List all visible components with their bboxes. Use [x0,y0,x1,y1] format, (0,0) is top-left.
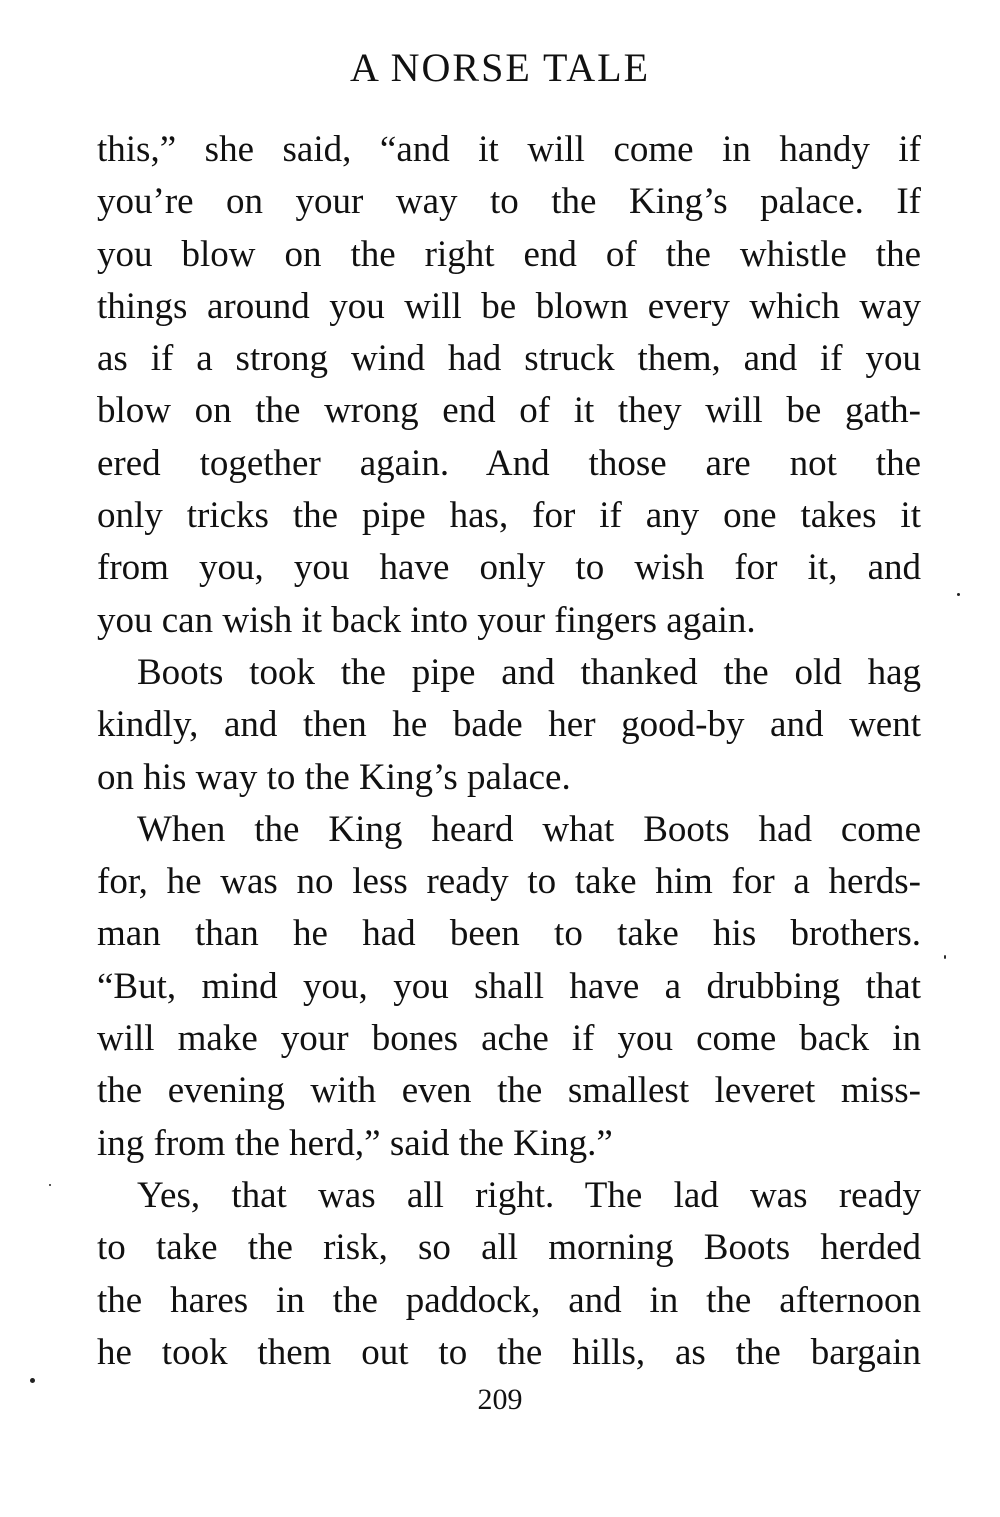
text-line: man than he had been to take his brothers. [97,913,921,955]
text-line: you can wish it back into your fingers again. [97,599,756,641]
ink-speck [30,1378,35,1383]
text-line: blow on the wrong end of it they will be gath- [97,390,921,432]
text-line: this,” she said, “and it will come in handy if [97,129,921,170]
text-line: the evening with even the smallest leveret miss- [97,1070,921,1112]
text-line: things around you will be blown every which way [97,285,921,327]
text-line: for, he was no less ready to take him for a herds- [97,861,921,903]
text-line: to take the risk, so all morning Boots herded [97,1227,921,1269]
text-line: he took them out to the hills, as the bargain [97,1331,921,1373]
paragraph-first-line: Boots took the pipe and thanked the old hag [137,651,921,693]
text-line: as if a strong wind had struck them, and if you [97,338,921,380]
ink-speck [957,593,960,596]
text-line: from you, you have only to wish for it, and [97,547,921,589]
paragraph-first-line: When the King heard what Boots had come [137,808,921,850]
text-line: ing from the herd,” said the King.” [97,1122,613,1164]
ink-speck [49,1184,51,1186]
text-line: you’re on your way to the King’s palace. If [97,181,921,223]
text-line: kindly, and then he bade her good-by and went [97,704,921,746]
text-line: the hares in the paddock, and in the afternoon [97,1279,921,1321]
text-line: on his way to the King’s palace. [97,756,571,798]
text-line: “But, mind you, you shall have a drubbing that [97,965,921,1007]
paragraph-first-line: Yes, that was all right. The lad was ready [137,1174,921,1216]
text-line: will make your bones ache if you come back in [97,1018,921,1060]
text-line: only tricks the pipe has, for if any one takes it [97,495,921,537]
running-head: A NORSE TALE [349,45,651,90]
ink-speck [944,955,946,959]
text-line: you blow on the right end of the whistle the [97,233,921,275]
body-text [97,124,921,1379]
page-number: 209 [477,1383,523,1416]
text-line: ered together again. And those are not the [97,442,921,484]
